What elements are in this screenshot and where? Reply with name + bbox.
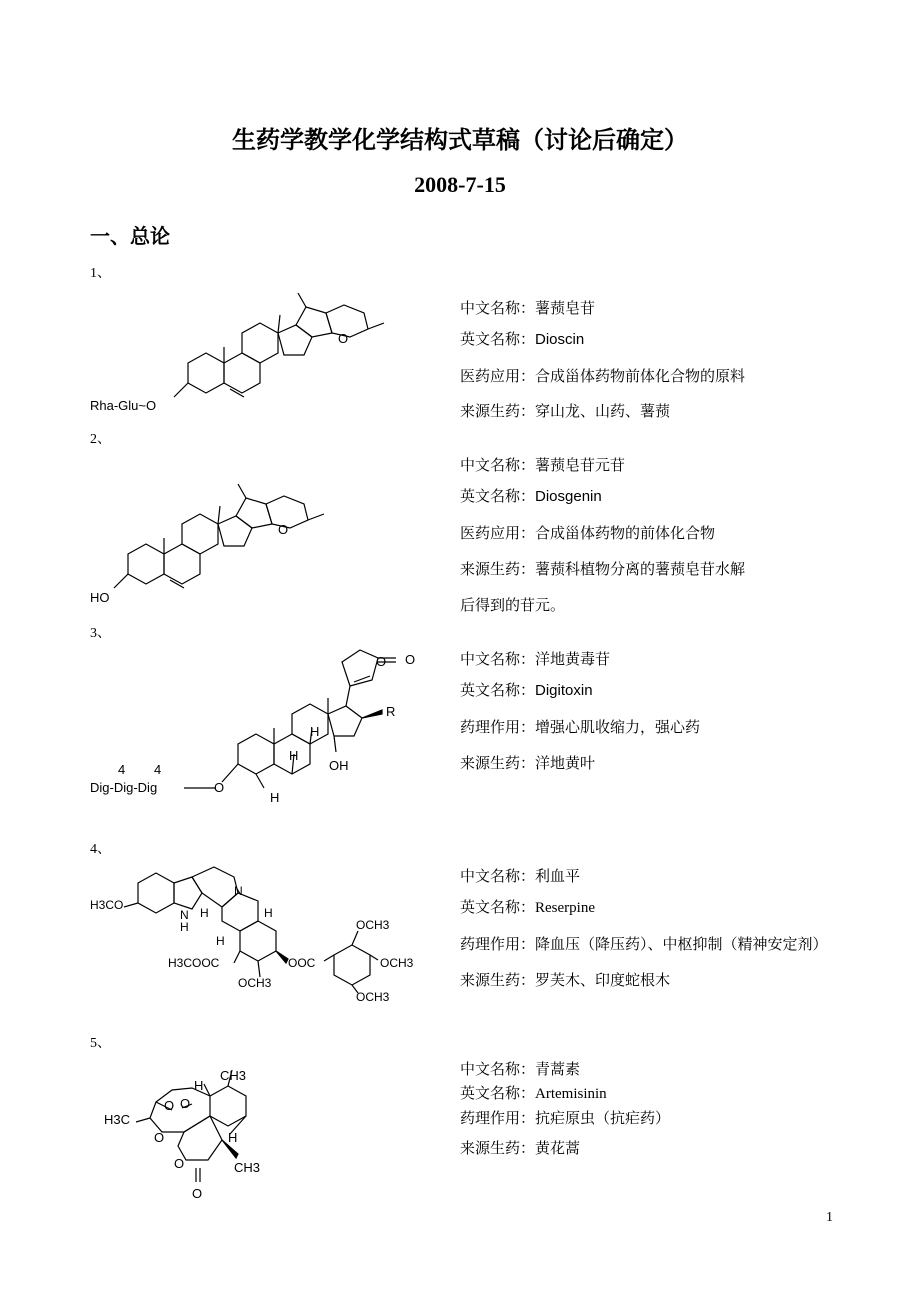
methyl-label: CH3 (234, 1160, 261, 1175)
document-date: 2008-7-15 (414, 172, 506, 197)
cn-name-label: 中文名称： (460, 299, 536, 317)
action-value: 降血压（降压药）、中枢抑制（精神安定剂） (535, 935, 828, 953)
hydrogen-label: H (310, 724, 320, 739)
peroxide-oxygen-label: O (164, 1098, 175, 1113)
compound-2-info (460, 455, 745, 615)
compound-1-info (460, 298, 745, 421)
ring-nitrogen-label: N (234, 884, 243, 898)
hydrogen-label: H (200, 906, 209, 920)
cn-name-value: 青蒿素 (535, 1060, 581, 1078)
hydrogen-label: H (228, 1130, 238, 1145)
indole-hydrogen-label: H (180, 920, 189, 934)
source-label: 来源生药： (460, 971, 536, 989)
en-name-label: 英文名称： (460, 681, 536, 699)
section-heading: 一、总论 (90, 224, 170, 248)
en-name-label: 英文名称： (460, 330, 536, 348)
compound-number: 1、 (90, 266, 111, 281)
compound-number: 4、 (90, 842, 111, 857)
action-label: 药理作用： (460, 1109, 536, 1127)
hydrogen-label: H (216, 934, 225, 948)
cn-name-value: 薯蓣皂苷元苷 (535, 456, 626, 474)
en-name-value: Digitoxin (535, 682, 593, 699)
structure-diosgenin (88, 478, 388, 608)
hydrogen-label: H (270, 790, 280, 805)
document-title: 生药学教学化学结构式草稿（讨论后确定） (232, 125, 688, 154)
structure-digitoxin (88, 648, 428, 808)
en-name-value: Reserpine (535, 900, 595, 916)
methoxy-label: OCH3 (356, 918, 390, 932)
methoxy-label: OCH3 (356, 990, 390, 1004)
glycoside-substituent-label: Rha-Glu~O (90, 398, 157, 413)
structure-dioscin (88, 285, 428, 420)
linkage-position-label: 4 (154, 762, 162, 777)
hydrogen-label: H (264, 906, 273, 920)
cn-name-value: 利血平 (535, 867, 581, 885)
linkage-position-label: 4 (118, 762, 126, 777)
cn-name-value: 洋地黄毒苷 (535, 650, 611, 668)
source-label: 来源生药： (460, 754, 536, 772)
ether-oxygen-label: O (154, 1130, 165, 1145)
en-name-value: Artemisinin (535, 1086, 607, 1102)
ring-oxygen-label: O (338, 331, 349, 346)
compound-number: 2、 (90, 432, 111, 447)
use-label: 医药应用： (460, 524, 536, 542)
use-value: 合成甾体药物前体化合物的原料 (535, 367, 746, 385)
structure-artemisinin (100, 1060, 290, 1210)
methoxy-label: H3CO (90, 898, 124, 912)
en-name-value: Dioscin (535, 331, 585, 348)
methyl-label: CH3 (220, 1068, 247, 1083)
action-label: 药理作用： (460, 935, 536, 953)
compound-3-info (460, 649, 700, 773)
source-value-continued: 后得到的苷元。 (460, 596, 566, 614)
source-label: 来源生药： (460, 560, 536, 578)
methoxy-label: OCH3 (380, 956, 414, 970)
carbonyl-oxygen-label: O (405, 652, 416, 667)
cn-name-value: 薯蓣皂苷 (535, 299, 596, 317)
structure-reserpine (88, 855, 438, 1005)
hydrogen-label: H (289, 748, 299, 763)
cn-name-label: 中文名称： (460, 1060, 536, 1078)
methyl-label: H3C (104, 1112, 131, 1127)
peroxide-oxygen-label: O (180, 1096, 191, 1111)
ester-methyl-label: H3COOC (168, 956, 220, 970)
ring-oxygen-label: O (278, 522, 289, 537)
action-label: 药理作用： (460, 718, 536, 736)
methoxy-label: OCH3 (238, 976, 272, 990)
en-name-label: 英文名称： (460, 1084, 536, 1102)
source-value: 黄花蒿 (535, 1139, 581, 1157)
source-value: 薯蓣科植物分离的薯蓣皂苷水解 (535, 560, 746, 578)
r-group-label: R (386, 704, 396, 719)
carbonyl-oxygen-label: O (192, 1186, 203, 1201)
cn-name-label: 中文名称： (460, 456, 536, 474)
action-value: 抗疟原虫（抗疟药） (535, 1109, 671, 1127)
source-label: 来源生药： (460, 402, 536, 420)
lactone-oxygen-label: O (376, 654, 387, 669)
compound-number: 3、 (90, 626, 111, 641)
hydroxyl-label: OH (329, 758, 349, 773)
source-value: 罗芙木、印度蛇根木 (535, 971, 671, 989)
glycosidic-oxygen-label: O (214, 780, 225, 795)
hydroxyl-label: HO (90, 590, 110, 605)
use-value: 合成甾体药物的前体化合物 (535, 524, 716, 542)
indole-nitrogen-label: N (180, 908, 189, 922)
compound-number: 5、 (90, 1036, 111, 1051)
en-name-value: Diosgenin (535, 488, 602, 505)
cn-name-label: 中文名称： (460, 650, 536, 668)
source-value: 穿山龙、山药、薯蓣 (535, 402, 671, 420)
en-name-label: 英文名称： (460, 487, 536, 505)
source-label: 来源生药： (460, 1139, 536, 1157)
source-value: 洋地黄叶 (535, 754, 596, 772)
compound-5-info (460, 1059, 670, 1158)
page-number: 1 (826, 1210, 833, 1225)
use-label: 医药应用： (460, 367, 536, 385)
lactone-oxygen-label: O (174, 1156, 185, 1171)
compound-4-info (460, 866, 828, 990)
hydrogen-label: H (194, 1078, 204, 1093)
sugar-chain-label: Dig-Dig-Dig (90, 780, 158, 795)
action-value: 增强心肌收缩力，强心药 (535, 718, 701, 736)
ester-link-label: OOC (288, 956, 316, 970)
en-name-label: 英文名称： (460, 898, 536, 916)
cn-name-label: 中文名称： (460, 867, 536, 885)
